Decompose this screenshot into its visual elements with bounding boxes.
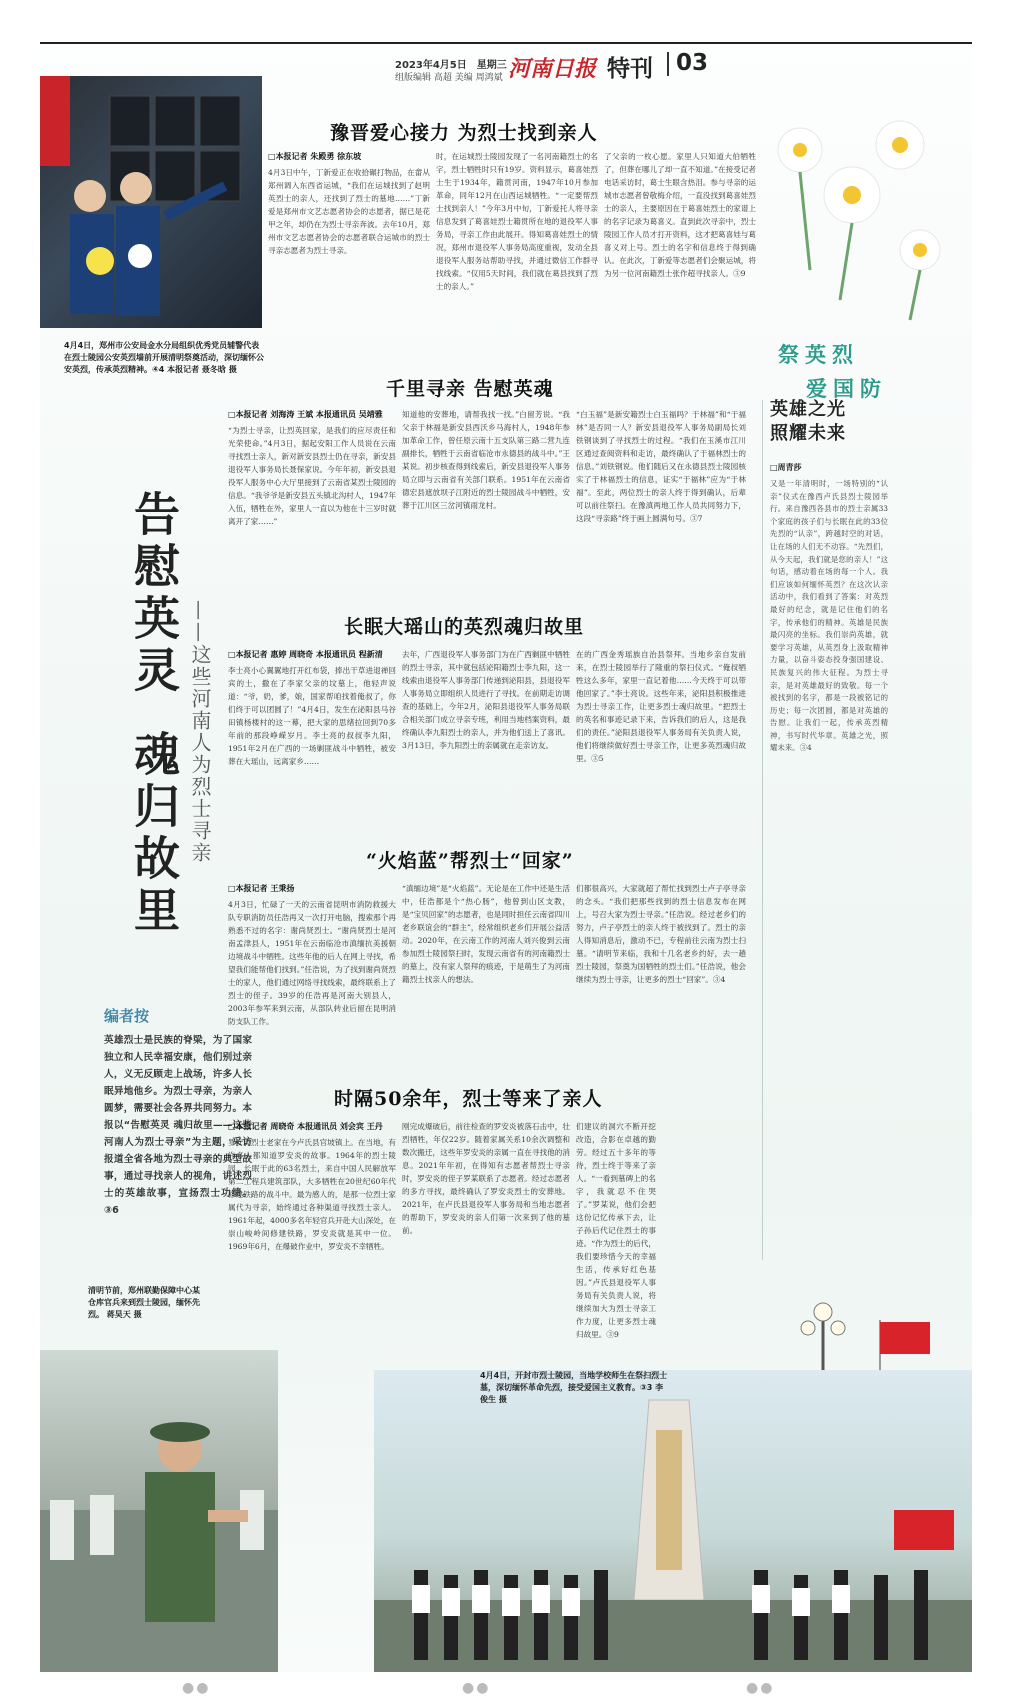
article-5-text-3: 们建议的洞穴不断开挖改造，合影在卓越的勤劳。经过五十多年的等待，烈士终于等来了亲人。“一看到墓碑上的名字，我就忍不住哭了。”罗某说，他们会把这份记忆传承下去，让子孙后代记住烈士的事迹。“作为烈士的后代，我们要珍惜今天的幸福生活，传承好红色基因。”卢氏县退役军人事务局有关负责人说，将继续加大为烈士寻亲工作力度，让更多烈士魂归故里。③9: [576, 1122, 656, 1339]
article-1-text-3: 了父亲的一枚心愿。家里人只知道大伯牺牲了，但葬在哪儿了却一直不知道。”在接受记者电话采访时，葛士生眼含热泪。参与寻亲的运城市志愿者曾敬梅介绍，一直没找到葛喜娃烈士的亲人，主要原因在于葛喜娃烈士的家谱上的名字记录为葛喜义。直到此次寻亲中，烈士陵园工作人员才打开资料，这才把葛喜娃与葛喜义对上号。烈士的名字和信息终于得到确认。在此次，丁新爱等志愿者们会聚运城，将为另一位河南籍烈士张作超寻找亲人。③9: [604, 152, 756, 278]
header-date: 2023年4月5日 星期三: [395, 60, 507, 71]
memorial-scene: [40, 76, 262, 328]
column-rule: [762, 400, 763, 1260]
article-5-text-2: 刚完成爆破后，前往检查的罗安炎被落石击中，壮烈牺牲，年仅22岁。随着家属关系10余次调整和数次搬迁，这些年罗安炎的亲属一直在寻找他的消息。2021年年初，在得知有志愿者帮烈士寻亲时，罗安炎的侄子罗某联系了志愿者。经过志愿者的多方寻找，最终确认了罗安炎烈士的安葬地。2021年，在卢氏县退役军人事务局和当地志愿者的帮助下，罗安炎的亲人们第一次来到了他的墓前。: [402, 1122, 570, 1235]
sidebar-text: 又是一年清明时，一场特别的“认亲”仪式在豫西卢氏县烈士陵园举行。来自豫西各县市的烈士亲属33个家庭的孩子们与长眠在此的33位先烈的“认亲”，跨越时空的对话，让在场的人们无不动容。“先烈们，从今天起，我们就是您的亲人！”这句话，感动着在场的每一个人。我们应该如何缅怀英烈？在这次认亲活动中，我们看到了答案：对英烈最好的纪念，就是记住他们的名字，传承他们的精神。英雄是民族最闪亮的坐标。我们崇尚英雄，就要学习英雄，从英烈身上汲取精神力量，以奋斗姿态投身强国建设、民族复兴的伟大征程。为烈士寻亲，是对英雄最好的致敬。每一个被找到的名字，都是一段被铭记的历史；每一次团圆，都是对英雄的告慰。让我们一起，传承英烈精神，书写时代华章。英雄之光，照耀未来。③4: [770, 479, 888, 753]
header-rule: [40, 42, 972, 44]
article-3-col-1: [228, 648, 396, 826]
article-2-col-3: [576, 408, 746, 598]
article-3-text-2: 去年，广西退役军人事务部门为在广西剿匪中牺牲的烈士寻亲，其中就包括泌阳籍烈士李九阳，这一线索由退役军人事务部门传递到泌阳县，县退役军人事务局立即组织人员进行了寻找。在前期走访调查的基础上，今年2月，泌阳县退役军人事务局联合相关部门成立寻亲专班，利用当地档案资料，最终确认李九阳烈士的亲人，并为他们送上了喜讯。3月13日，李九阳烈士的亲属就在走亲访友。: [402, 650, 570, 750]
newspaper-logo: 河南日报: [508, 56, 597, 82]
article-4-col-1: [228, 882, 396, 1072]
article-2-text-3: “白玉福”是新安籍烈士白玉福吗？于林福”和“于福林”是否同一人？新安县退役军人事务局副局长刘铁钢谈到了寻找烈士的过程。“我们在玉溪市江川区通过查阅资料和走访，最终确认了于福林烈士的信息。”刘铁钢说。他们随后又在永德县烈士陵园核实了于林福烈士的信息，证实“于福林”应为“于林福”。至此，两位烈士的亲人终于得到确认，后辈可以前往祭扫。在豫滇两地工作人员共同努力下，这段“寻亲路”终于画上圆满句号。③7: [576, 410, 746, 523]
article-2-col-2: [402, 408, 570, 598]
article-3-text-3: 在的广西金秀瑶族自治县祭拜。当地乡亲自发前来，在烈士陵园举行了隆重的祭扫仪式。“俺叔牺牲这么多年，家里一直记着他……今天终于可以带他回家了。”李士亮说。这些年来，泌阳县积极推进为烈士寻亲工作，让更多烈士魂归故里。“把烈士的英名和事迹记录下来，告诉我们的后人，这是我们的责任。”泌阳县退役军人事务局有关负责人说，他们将继续做好烈士寻亲工作，让更多英烈魂归故里。③5: [576, 650, 746, 763]
sidebar-title-line2: 照耀未来: [770, 423, 846, 444]
article-5-col-3: [576, 1120, 656, 1339]
article-1-text-1: 4月3日中午，丁新爱正在收拾碾打物品，在畲从郑州调入东西省运城，“我们在运城找到了赵明英烈士的亲人，还找到了烈士的墓地……”丁新爱是郑州市文艺志愿者协会的志愿者，据已是花甲之年，却仍在为烈士寻亲奔波。去年10月，郑州市文艺志愿者协会的志愿者联合运城市的烈士寻亲志愿者为烈士寻亲。: [268, 168, 430, 255]
carousel-dots-mid: ●●: [462, 1680, 491, 1696]
article-4-title: “火焰蓝”帮烈士“回家”: [366, 850, 574, 872]
page-number: 03: [676, 50, 709, 76]
article-1-text-2: 时，在运城烈士陵园发现了一名河南籍烈士的名字，烈士牺牲时只有19岁。资料显示，葛喜娃烈士生于1934年，籍贯河南，1947年10月参加革命，同年12月在山西运城牺牲。“一定要帮烈士找到亲人！”今年3月中旬，丁新爱托人将寻亲信息发到了葛喜娃烈士籍贯所在地的退役军人事务局，寻亲工作由此展开。得知葛喜娃烈士的情况，郑州市退役军人事务局高度重视，发动全县退役军人服务站帮助寻找，并通过微信工作群寻找线索。“仅用5天时间，我们就在葛县找到了烈士的亲人。”: [436, 152, 598, 291]
article-4-text-3: 们都很高兴，大家就超了帮忙找到烈士卢子亭寻亲的念头。“我们把那些找到的烈士信息发布在网上，号召大家为烈士寻亲。”任浩说。经过老乡们的努力，卢子亭烈士的亲人终于被找到了。烈士的亲人得知消息后，激动不已，专程前往云南为烈士扫墓。“请明节来临，我和十几名老乡约好，去一趟烈士陵园，祭奠为国牺牲的烈士们。”任浩说，他会继续为烈士寻亲，让更多的烈士“回家”。③4: [576, 884, 746, 984]
carousel-dots-left: ●●: [182, 1680, 211, 1696]
article-3-col-2: [402, 648, 570, 826]
article-5-col-1: [228, 1120, 396, 1308]
chrysanthemum-icon: [778, 128, 822, 172]
sidebar-title: [770, 398, 846, 446]
article-2-text-2: 知道他的安葬地，请帮我找一找。”白留芳说。“我父亲于林福是新安县西沃乡马海村人，1948年参加革命工作，曾任原云南十五支队第三路二营九连副排长，牺牲于云南省临沧市永德县的战斗中。”王某说。初步核查得到线索后，新安县退役军人事务局立即与云南省有关部门联系。1951年在云南省德宏县遮放坝子江附近的烈士陵园战斗中牺牲，安葬于江川区三岔河镇雨龙村。: [402, 410, 570, 510]
main-title-line1: 告慰英灵: [127, 490, 181, 698]
header-separator: [667, 52, 669, 76]
photo-soldier-cleaning-tomb: [40, 1350, 278, 1672]
main-title-subtitle: ——这些河南人为烈士寻亲: [188, 600, 212, 864]
article-1-col-1: [268, 150, 430, 360]
photo-caption-bottom-left: 清明节前，郑州联勤保障中心某仓库官兵来到烈士陵园，缅怀先烈。 蒋昊天 摄: [88, 1286, 200, 1319]
carousel-dots-right: ●●: [746, 1680, 775, 1696]
article-3-text-1: 李士亮小心翼翼地打开红布袋，捧出干草进退禅回宾的土，撒在了李家父亲的坟墓上，他轻声说道：“爷，奶，爹，娘，国家帮咱找着俺叔了，你们终于可以团圆了！”4月4日，发生在泌阳县马谷田镇杨楼村的这一幕，把大家的思绪拉回到70多年前的那段峥嵘岁月。李士亮的叔叔李九阳，1951年2月在广西的一场剿匪战斗中牺牲，被安葬在大瑶山，远离家乡……: [228, 666, 396, 766]
article-4-text-2: “滇缅边境”是“火焰蓝”。无论是在工作中还是生活中，任浩都是个“热心肠”，他曾到山区支教，是“宝贝回家”的志愿者，也是同时担任云南省四川老乡联谊会的“群主”，经常组织老乡们开展公益活动。2020年，在云南工作的河南人刘兴俊到云南参加烈士陵园祭扫时，发现云南省有的河南籍烈士的墓上，没有家人祭拜的痕迹，于是萌生了为河南籍烈士找亲人的想法。: [402, 884, 570, 984]
editor-note-label: 编者按: [104, 1007, 150, 1025]
photo-students-monument: [374, 1370, 972, 1672]
article-1-byline: □本报记者 朱殿勇 徐东坡: [268, 152, 362, 161]
sidebar-byline: □周青莎: [770, 463, 802, 472]
article-3-title: 长眠大瑶山的英烈魂归故里: [344, 616, 585, 638]
page-header: [40, 46, 972, 82]
soldier-scene: [40, 1350, 278, 1672]
article-4-text-1: 4月3日，忙碌了一天的云南省昆明市消防救援大队专职消防员任浩再又一次打开电脑，搜索那个再熟悉不过的名字：谢尚贤烈士。“谢尚贤烈士是河南孟津县人，1951年在云南临沧市滇缅抗美援朝边境战斗中牺牲。这些年他的后人在网上寻找，希望我们能帮他们找到。”任浩说，为了找到谢尚贤烈士的家人，他们通过网络寻找线索，最终联系上了烈士的侄子。39岁的任浩再是河南大别县人，2003年参军来到云南，从部队转业后留在昆明消防支队工作。: [228, 900, 396, 1026]
article-2-byline: □本报记者 刘海涛 王斌 本报通讯员 吴靖雅: [228, 410, 383, 419]
article-2-text-1: “为烈士寻亲，让烈英回家，是我们的应尽责任和光荣使命。”4月3日，据起安阳工作人员说在云南寻找烈士亲人，新对新安县烈士仍在寻亲，新安县退役军人事务局长聂保家说。今年年初，新安县退役军人服务中心大厅里接到了云南省某烈士陵园的信息。“我爷爷是新安县五头镇北沟村人，1947年入伍，牺牲在外，家里人一直以为他在十三岁时就离开了家……”: [228, 426, 396, 526]
photo-caption-bottom-mid: 4月4日，开封市烈士陵园，当地学校师生在祭扫烈士墓，深切缅怀革命先烈，接受爱国主义教育。③3 李俊生 摄: [480, 1371, 668, 1404]
article-5-col-2: [402, 1120, 570, 1308]
article-1-col-2: [436, 150, 598, 360]
article-2-title: 千里寻亲 告慰英魂: [386, 378, 554, 400]
main-title-line2: 魂归故里: [127, 730, 181, 938]
article-1-title: 豫晋爱心接力 为烈士找到亲人: [330, 122, 598, 144]
slogan-line1: 祭英烈: [778, 342, 859, 367]
section-name: 特刊: [607, 56, 653, 82]
header-editors: 组版编辑 高超 美编 周鸿斌: [395, 73, 503, 83]
article-4-col-2: [402, 882, 570, 1072]
article-3-byline: □本报记者 惠婷 周晓奇 本报通讯员 程新清: [228, 650, 383, 659]
slogan-line2: 爱国防: [806, 376, 887, 401]
chrysanthemum-icon: [876, 121, 924, 169]
chrysanthemum-icon: [824, 167, 880, 223]
article-4-byline: □本报记者 王秉扬: [228, 884, 295, 893]
article-3-col-3: [576, 648, 746, 826]
article-5-title: 时隔50余年，烈士等来了亲人: [334, 1088, 603, 1110]
article-1-col-3: [604, 150, 756, 360]
editor-note-text: 英雄烈士是民族的脊梁，为了国家独立和人民幸福安康，他们别过亲人，义无反顾走上战场，许多人长眠异地他乡。为烈士寻亲，为亲人圆梦，需要社会各界共同努力。本报以“告慰英灵 魂归故里——这些河南人为烈士寻亲”为主题，采访报道全省各地为烈士寻亲的典型故事，通过寻找亲人的视角，讲述烈士的英雄故事，宣扬烈士功绩。③6: [104, 1035, 252, 1216]
article-5-text-1: 罗安炎烈士老家在今卢氏县官坡镇上。在当地，有许多人都知道罗安炎的故事。1964年的烈士陵园，长眠于此的63名烈士，来自中国人民解放军第二工程兵建筑部队，大多牺牲在20世纪60年代修建铁路的战斗中。最为感人的，是那一位烈士家属代为寻亲，始终通过各种渠道寻找烈士亲人。1961年起，4000多名年轻官兵开赴大山深处，在崇山峻岭间修建铁路，罗安炎就是其中一位。1969年6月，在爆破作业中，罗安炎不幸牺牲。: [228, 1138, 396, 1251]
chrysanthemum-icon: [900, 230, 940, 270]
article-4-col-3: [576, 882, 746, 1072]
photo-caption-top-left: 4月4日，郑州市公安局金水分局组织优秀党员辅警代表在烈士陵园公安英烈墙前开展清明祭奠活动，深切缅怀公安英烈，传承英烈精神。④4 本报记者 聂冬晗 摄: [64, 341, 264, 374]
article-2-col-1: [228, 408, 396, 598]
sidebar-title-line1: 英雄之光: [770, 399, 846, 420]
article-5-byline: □本报记者 周晓奇 本报通讯员 刘会宾 王丹: [228, 1122, 383, 1131]
monument-scene: [374, 1370, 972, 1672]
photo-police-memorial-wall: [40, 76, 262, 328]
